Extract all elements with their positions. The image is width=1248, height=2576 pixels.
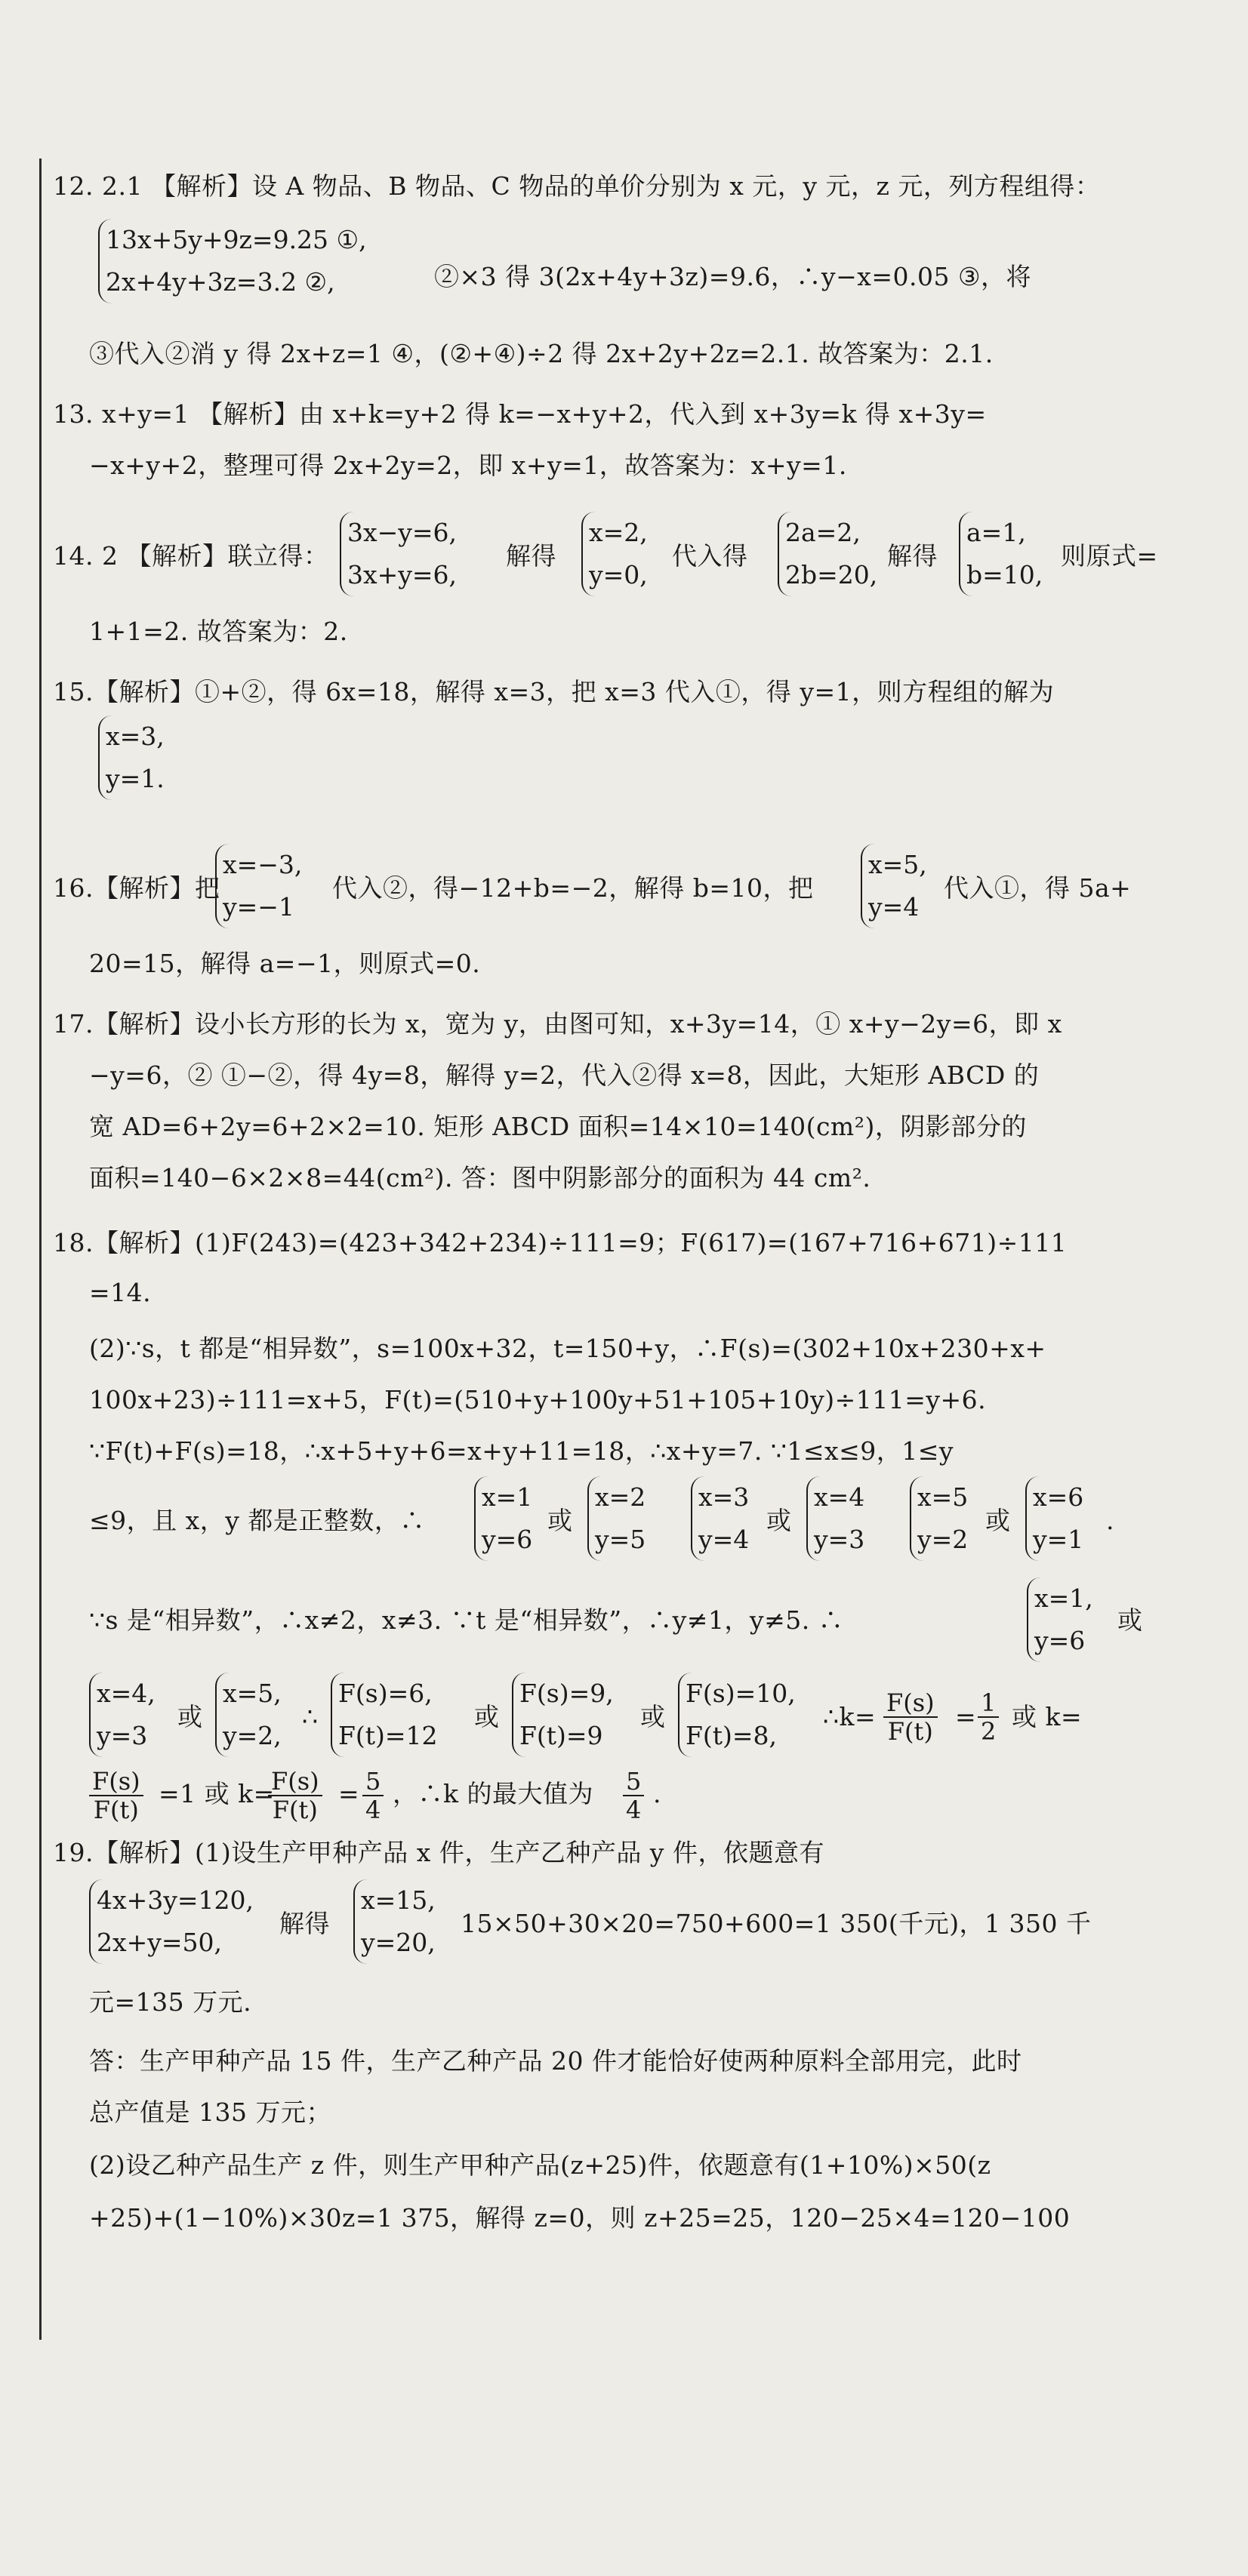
q14-s1-eq-1: 3x−y=6,: [347, 518, 458, 547]
q18-l8-s4-b: F(t)=9: [519, 1721, 603, 1750]
q18-or-k: 或 k=: [1012, 1702, 1083, 1731]
q17-line-1: 17.【解析】设小长方形的长为 x，宽为 y，由图可知，x+3y=14，① x+y−2y=6，即 x: [53, 1009, 1062, 1039]
q18-l8-s2-y: y=2,: [223, 1721, 282, 1750]
q18-l8-s4-a: F(s)=9,: [519, 1679, 614, 1708]
q15-solution: [98, 716, 165, 800]
q18-pair-1: [474, 1476, 532, 1561]
q16-line-2: 20=15，解得 a=−1，则原式=0.: [89, 949, 481, 978]
q19-s1-eq-1: 4x+3y=120,: [97, 1885, 254, 1915]
q16-s1-x: x=−3,: [223, 850, 303, 879]
q18-frac3-num: F(s): [268, 1768, 322, 1796]
q16-pre: 16.【解析】把: [53, 873, 220, 903]
q19-line-3: 元=135 万元.: [89, 1987, 252, 2017]
q16-s2-x: x=5,: [868, 850, 927, 879]
q18-eq-sign-2: =: [338, 1779, 360, 1808]
q14-pre: 14. 2 【解析】联立得：: [53, 541, 329, 571]
q19-line-6: (2)设乙种产品生产 z 件，则生产甲种产品(z+25)件，依题意有(1+10%)×50(z: [89, 2150, 991, 2180]
q18-pair-5-y: y=2: [917, 1525, 969, 1554]
q18-line-9-post: ，∴k 的最大值为: [393, 1779, 593, 1808]
q18-frac-5-4-b: [623, 1768, 644, 1824]
q19-line-1: 19.【解析】(1)设生产甲种产品 x 件，生产乙种产品 y 件，依题意有: [53, 1838, 824, 1867]
q12-line-2: ②×3 得 3(2x+4y+3z)=9.6，∴y−x=0.05 ③，将: [434, 262, 1032, 291]
q14-s3-eq-2: 2b=20,: [785, 560, 878, 589]
q19-s2-y: y=20,: [361, 1928, 436, 1957]
q18-pair-5-x: x=5: [917, 1482, 969, 1512]
q14-s2-eq-1: x=2,: [589, 518, 648, 547]
q18-pair-1-y: y=6: [482, 1525, 533, 1554]
q18-l8-s3-a: F(s)=6,: [338, 1679, 433, 1708]
q15-sol-y: y=1.: [106, 764, 165, 793]
q17-line-3: 宽 AD=6+2y=6+2×2=10. 矩形 ABCD 面积=14×10=140(cm²)，阴影部分的: [89, 1112, 1027, 1141]
q17-line-4: 面积=140−6×2×8=44(cm²). 答：图中阴影部分的面积为 44 cm².: [89, 1163, 871, 1193]
q18-frac-5-4: [362, 1768, 384, 1824]
q14-system-4: [959, 512, 1043, 596]
q18-line-7-pre: ∵s 是“相异数”，∴x≠2，x≠3. ∵t 是“相异数”，∴y≠1，y≠5. ∴: [89, 1605, 844, 1635]
q18-or-3: 或: [985, 1506, 1011, 1535]
q18-or-1: 或: [547, 1506, 573, 1535]
q18-l8-s3-b: F(t)=12: [338, 1721, 438, 1750]
q16-s2-y: y=4: [868, 892, 920, 922]
q18-frac3-den: F(t): [272, 1796, 318, 1824]
q18-pair-4-x: x=4: [814, 1482, 865, 1512]
q18-frac54b-num: 5: [623, 1768, 644, 1796]
q18-pair-4: [806, 1476, 864, 1561]
q18-frac-fs-ft-2: [89, 1768, 143, 1824]
q18-l8-sys-3: [331, 1673, 438, 1757]
q18-half-num: 1: [978, 1689, 999, 1718]
q18-line-6-pre: ≤9，且 x，y 都是正整数，∴: [89, 1506, 425, 1535]
q18-frac2-den: F(t): [93, 1796, 139, 1824]
q16-mid: 代入②，得−12+b=−2，解得 b=10，把: [332, 873, 814, 903]
q18-pair-6-y: y=1: [1033, 1525, 1084, 1554]
q14-post: 则原式=: [1061, 541, 1158, 571]
q18-pair-1-x: x=1: [482, 1482, 533, 1512]
q18-line-9-mid: =1 或 k=: [159, 1779, 275, 1808]
margin-rule: [39, 158, 42, 2340]
q18-pair-5: [910, 1476, 968, 1561]
q18-line-4: 100x+23)÷111=x+5，F(t)=(510+y+100y+51+105+10y)÷111=y+6.: [89, 1385, 987, 1414]
q14-line-2: 1+1=2. 故答案为：2.: [89, 617, 348, 646]
q18-pair-7-x: x=1,: [1034, 1583, 1093, 1613]
q13-line-1: 13. x+y=1 【解析】由 x+k=y+2 得 k=−x+y+2，代入到 x+3y=k 得 x+3y=: [53, 399, 987, 429]
q18-line-2: =14.: [89, 1278, 152, 1307]
q19-post: 15×50+30×20=750+600=1 350(千元)，1 350 千: [461, 1909, 1092, 1938]
q19-s1-eq-2: 2x+y=50,: [97, 1928, 223, 1957]
q18-pair-2-x: x=2: [595, 1482, 646, 1512]
q12-line-1: 12. 2.1 【解析】设 A 物品、B 物品、C 物品的单价分别为 x 元，y 元，z 元，列方程组得：: [53, 171, 1101, 201]
q16-system-1: [215, 844, 302, 928]
q18-pair-7-y: y=6: [1034, 1626, 1086, 1655]
q18-frac54-den: 4: [365, 1796, 381, 1824]
q19-system-1: [89, 1879, 254, 1964]
q14-system-3: [778, 512, 877, 596]
q19-line-7: +25)+(1−10%)×30z=1 375，解得 z=0，则 z+25=25，120−25×4=120−100: [89, 2203, 1071, 2233]
q19-line-5: 总产值是 135 万元；: [89, 2097, 331, 2127]
q18-or-4: 或: [1117, 1605, 1143, 1635]
q16-system-2: [861, 844, 927, 928]
q16-s1-y: y=−1: [223, 892, 294, 922]
q18-pair-3-x: x=3: [698, 1482, 750, 1512]
q13-line-2: −x+y+2，整理可得 2x+2y=2，即 x+y=1，故答案为：x+y=1.: [89, 451, 847, 480]
q14-mid-2: 代入得: [672, 541, 748, 571]
q18-l8-sys-5: [678, 1673, 796, 1757]
q18-frac-half: [978, 1689, 999, 1745]
q14-system-1: [340, 512, 457, 596]
q18-or-6: 或: [474, 1702, 500, 1731]
q18-frac-fs-ft-1: [883, 1689, 938, 1745]
q18-or-5: 或: [177, 1702, 203, 1731]
q18-therefore: ∴: [302, 1702, 319, 1731]
q19-line-4: 答：生产甲种产品 15 件，生产乙种产品 20 件才能恰好使两种原料全部用完，此时: [89, 2046, 1022, 2076]
q18-half-den: 2: [981, 1717, 997, 1746]
q14-s1-eq-2: 3x+y=6,: [347, 560, 458, 589]
q18-end-dot: .: [1106, 1506, 1114, 1535]
q18-period: .: [653, 1779, 661, 1808]
q18-l8-s1-x: x=4,: [97, 1679, 156, 1708]
q18-frac1-den: F(t): [887, 1717, 933, 1746]
q14-mid-3: 解得: [887, 541, 938, 571]
q18-or-2: 或: [766, 1506, 792, 1535]
q18-line-3: (2)∵s，t 都是“相异数”，s=100x+32，t=150+y，∴F(s)=(302+10x+230+x+: [89, 1334, 1046, 1363]
q12-eq-1: 13x+5y+9z=9.25 ①,: [106, 225, 367, 254]
q16-post: 代入①，得 5a+: [944, 873, 1132, 903]
q18-line-5: ∵F(t)+F(s)=18，∴x+5+y+6=x+y+11=18，∴x+y=7. ∵1≤x≤9，1≤y: [89, 1436, 954, 1466]
q18-line-1: 18.【解析】(1)F(243)=(423+342+234)÷111=9；F(617)=(167+716+671)÷111: [53, 1228, 1068, 1257]
q12-eq-2: 2x+4y+3z=3.2 ②,: [106, 267, 335, 297]
q19-s2-x: x=15,: [361, 1885, 436, 1915]
q14-s3-eq-1: 2a=2,: [785, 518, 861, 547]
q14-mid-1: 解得: [506, 541, 556, 571]
q14-s4-eq-2: b=10,: [966, 560, 1043, 589]
q15-line-1: 15.【解析】①+②，得 6x=18，解得 x=3，把 x=3 代入①，得 y=1，则方程组的解为: [53, 677, 1055, 706]
q18-pair-6-x: x=6: [1033, 1482, 1084, 1512]
q18-pair-6: [1025, 1476, 1083, 1561]
q18-frac54-num: 5: [362, 1768, 384, 1796]
q18-l8-sys-2: [215, 1673, 282, 1757]
q18-l8-s1-y: y=3: [97, 1721, 148, 1750]
q18-frac2-num: F(s): [89, 1768, 143, 1796]
q17-line-2: −y=6，② ①−②，得 4y=8，解得 y=2，代入②得 x=8，因此，大矩形 ABCD 的: [89, 1060, 1040, 1090]
q18-eq-sign: =: [955, 1702, 977, 1731]
q18-l8-s2-x: x=5,: [223, 1679, 282, 1708]
q18-pair-4-y: y=3: [814, 1525, 865, 1554]
q18-pair-7: [1027, 1577, 1093, 1662]
q18-pair-3-y: y=4: [698, 1525, 750, 1554]
q18-k-eq: ∴k=: [823, 1702, 877, 1731]
q18-pair-2: [587, 1476, 646, 1561]
q18-frac54b-den: 4: [626, 1796, 642, 1824]
q18-or-7: 或: [640, 1702, 666, 1731]
q14-s2-eq-2: y=0,: [589, 560, 648, 589]
q18-l8-s5-b: F(t)=8,: [686, 1721, 778, 1750]
q18-l8-sys-1: [89, 1673, 156, 1757]
q18-frac-fs-ft-3: [268, 1768, 322, 1824]
q18-pair-2-y: y=5: [595, 1525, 646, 1554]
q12-equation-system: [98, 219, 367, 303]
q14-s4-eq-1: a=1,: [966, 518, 1026, 547]
q15-sol-x: x=3,: [106, 722, 165, 751]
q18-pair-3: [691, 1476, 749, 1561]
q12-line-3: ③代入②消 y 得 2x+z=1 ④，(②+④)÷2 得 2x+2y+2z=2.1. 故答案为：2.1.: [89, 339, 994, 368]
q19-mid: 解得: [279, 1909, 330, 1938]
q18-frac1-num: F(s): [883, 1689, 938, 1718]
q18-l8-s5-a: F(s)=10,: [686, 1679, 796, 1708]
q14-system-2: [581, 512, 648, 596]
q19-system-2: [353, 1879, 436, 1964]
q18-l8-sys-4: [512, 1673, 614, 1757]
